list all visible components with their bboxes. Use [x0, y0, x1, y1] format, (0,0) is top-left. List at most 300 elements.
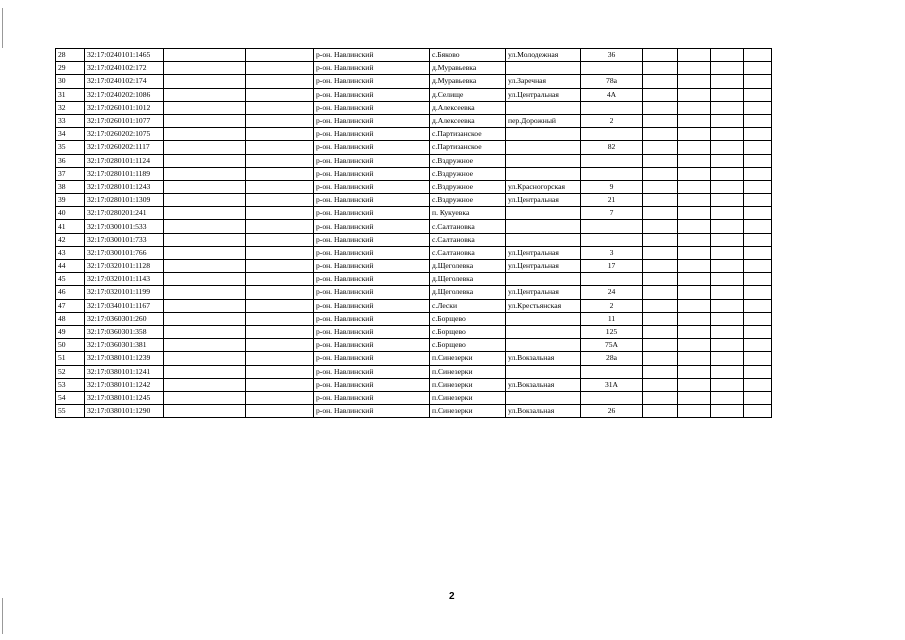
cell-cadastral-number: 32:17:0280101:1124: [85, 154, 164, 167]
cell-empty: [246, 49, 314, 62]
cell-street: [506, 339, 581, 352]
cell-row-number: 29: [56, 62, 85, 75]
cell-empty: [643, 49, 678, 62]
cell-empty: [711, 114, 744, 127]
table-row: [56, 62, 772, 75]
cell-district: р-он. Навлинский: [314, 391, 430, 404]
cell-empty: [744, 154, 772, 167]
cell-empty: [246, 194, 314, 207]
cell-house-number: 17: [581, 260, 643, 273]
cell-cadastral-number: 32:17:0300101:533: [85, 220, 164, 233]
cell-cadastral-number: 32:17:0260101:1012: [85, 101, 164, 114]
cell-cadastral-number: 32:17:0340101:1167: [85, 299, 164, 312]
cell-house-number: 4А: [581, 88, 643, 101]
cell-empty: [643, 273, 678, 286]
cell-empty: [643, 365, 678, 378]
cell-street: [506, 233, 581, 246]
cell-cadastral-number: 32:17:0280101:1309: [85, 194, 164, 207]
cell-row-number: 48: [56, 312, 85, 325]
cell-empty: [678, 246, 711, 259]
cell-house-number: 11: [581, 312, 643, 325]
cell-empty: [643, 286, 678, 299]
cell-empty: [246, 167, 314, 180]
cell-house-number: [581, 167, 643, 180]
cell-empty: [678, 101, 711, 114]
cell-empty: [711, 365, 744, 378]
cell-house-number: [581, 128, 643, 141]
table-row: [56, 246, 772, 259]
cell-district: р-он. Навлинский: [314, 299, 430, 312]
cell-settlement: с.Вздружное: [430, 194, 506, 207]
cell-empty: [711, 128, 744, 141]
cell-empty: [744, 180, 772, 193]
cell-empty: [678, 49, 711, 62]
cell-settlement: п.Синезерки: [430, 378, 506, 391]
table-row: [56, 207, 772, 220]
cell-empty: [246, 88, 314, 101]
cell-empty: [711, 273, 744, 286]
cell-empty: [643, 154, 678, 167]
cell-cadastral-number: 32:17:0320101:1128: [85, 260, 164, 273]
cell-empty: [744, 114, 772, 127]
cell-empty: [643, 260, 678, 273]
cell-street: ул.Центральная: [506, 246, 581, 259]
cell-empty: [711, 286, 744, 299]
table-row: [56, 75, 772, 88]
cell-cadastral-number: 32:17:0320101:1143: [85, 273, 164, 286]
cell-row-number: 37: [56, 167, 85, 180]
cell-empty: [744, 299, 772, 312]
cell-settlement: с.Партизанское: [430, 141, 506, 154]
cell-empty: [744, 378, 772, 391]
cell-row-number: 39: [56, 194, 85, 207]
cell-street: ул.Молодежная: [506, 49, 581, 62]
cell-row-number: 30: [56, 75, 85, 88]
cell-empty: [246, 299, 314, 312]
cell-settlement: с.Салтановка: [430, 233, 506, 246]
cell-empty: [164, 180, 246, 193]
cell-empty: [711, 207, 744, 220]
cell-street: ул.Вокзальная: [506, 378, 581, 391]
cell-house-number: 75А: [581, 339, 643, 352]
cell-empty: [678, 325, 711, 338]
cell-empty: [164, 286, 246, 299]
cell-house-number: 9: [581, 180, 643, 193]
cell-empty: [164, 128, 246, 141]
cell-house-number: 7: [581, 207, 643, 220]
cell-empty: [678, 207, 711, 220]
cell-empty: [744, 352, 772, 365]
cell-row-number: 40: [56, 207, 85, 220]
cell-empty: [711, 75, 744, 88]
cell-settlement: с.Салтановка: [430, 246, 506, 259]
cell-empty: [643, 220, 678, 233]
cell-district: р-он. Навлинский: [314, 246, 430, 259]
table-row: [56, 260, 772, 273]
cell-settlement: п.Синезерки: [430, 405, 506, 418]
cell-settlement: с.Вздружное: [430, 167, 506, 180]
cell-empty: [744, 260, 772, 273]
cell-empty: [643, 167, 678, 180]
cell-row-number: 55: [56, 405, 85, 418]
cell-empty: [678, 75, 711, 88]
cell-empty: [246, 114, 314, 127]
cell-empty: [744, 88, 772, 101]
cell-empty: [164, 75, 246, 88]
cell-empty: [164, 378, 246, 391]
cell-empty: [643, 246, 678, 259]
cell-empty: [643, 299, 678, 312]
cell-street: ул.Центральная: [506, 194, 581, 207]
cell-empty: [678, 141, 711, 154]
cell-empty: [246, 339, 314, 352]
table-row: [56, 299, 772, 312]
table-row: [56, 378, 772, 391]
cell-empty: [164, 167, 246, 180]
cell-empty: [643, 141, 678, 154]
cell-cadastral-number: 32:17:0380101:1241: [85, 365, 164, 378]
cell-district: р-он. Навлинский: [314, 114, 430, 127]
cell-district: р-он. Навлинский: [314, 101, 430, 114]
cell-empty: [744, 101, 772, 114]
cell-empty: [711, 194, 744, 207]
cell-street: [506, 207, 581, 220]
cell-row-number: 28: [56, 49, 85, 62]
cell-empty: [711, 352, 744, 365]
cell-district: р-он. Навлинский: [314, 220, 430, 233]
cell-empty: [164, 194, 246, 207]
cell-empty: [164, 391, 246, 404]
table-row: [56, 128, 772, 141]
cell-district: р-он. Навлинский: [314, 180, 430, 193]
cell-empty: [164, 312, 246, 325]
cell-empty: [643, 62, 678, 75]
cell-district: р-он. Навлинский: [314, 128, 430, 141]
cell-empty: [246, 141, 314, 154]
cell-empty: [643, 233, 678, 246]
cell-house-number: [581, 391, 643, 404]
table-row: [56, 365, 772, 378]
cell-empty: [744, 220, 772, 233]
cell-empty: [643, 88, 678, 101]
cell-house-number: 78а: [581, 75, 643, 88]
cell-empty: [164, 101, 246, 114]
cell-empty: [678, 352, 711, 365]
cell-street: [506, 101, 581, 114]
cell-empty: [246, 233, 314, 246]
cell-empty: [246, 246, 314, 259]
cell-district: р-он. Навлинский: [314, 378, 430, 391]
cell-empty: [164, 325, 246, 338]
cell-empty: [246, 180, 314, 193]
cell-empty: [678, 88, 711, 101]
cell-empty: [678, 260, 711, 273]
cell-empty: [678, 405, 711, 418]
cell-empty: [246, 75, 314, 88]
cell-empty: [643, 391, 678, 404]
cell-empty: [164, 299, 246, 312]
table-row: [56, 194, 772, 207]
cell-empty: [246, 273, 314, 286]
table-row: [56, 141, 772, 154]
cell-settlement: п.Синезерки: [430, 391, 506, 404]
cell-empty: [711, 325, 744, 338]
cell-empty: [678, 233, 711, 246]
scan-edge-mark-top: [2, 8, 3, 48]
cell-empty: [643, 180, 678, 193]
cell-empty: [711, 101, 744, 114]
cell-street: [506, 128, 581, 141]
cell-empty: [678, 339, 711, 352]
cell-empty: [678, 391, 711, 404]
cell-empty: [744, 325, 772, 338]
cell-empty: [711, 260, 744, 273]
table-row: [56, 49, 772, 62]
cell-row-number: 51: [56, 352, 85, 365]
cell-street: [506, 167, 581, 180]
cell-street: [506, 273, 581, 286]
table-row: [56, 339, 772, 352]
cell-empty: [711, 154, 744, 167]
cell-cadastral-number: 32:17:0240202:1086: [85, 88, 164, 101]
cell-empty: [643, 75, 678, 88]
cell-empty: [711, 312, 744, 325]
cell-empty: [678, 194, 711, 207]
cell-row-number: 36: [56, 154, 85, 167]
cell-house-number: 2: [581, 114, 643, 127]
cell-settlement: с.Вздружное: [430, 154, 506, 167]
cell-empty: [744, 141, 772, 154]
cell-row-number: 31: [56, 88, 85, 101]
cell-empty: [164, 233, 246, 246]
table-row: [56, 154, 772, 167]
cell-street: ул.Крестьянская: [506, 299, 581, 312]
cell-district: р-он. Навлинский: [314, 339, 430, 352]
cell-cadastral-number: 32:17:0260202:1075: [85, 128, 164, 141]
cell-empty: [164, 154, 246, 167]
cell-empty: [711, 233, 744, 246]
cell-district: р-он. Навлинский: [314, 286, 430, 299]
cell-row-number: 43: [56, 246, 85, 259]
cell-street: [506, 154, 581, 167]
cell-empty: [246, 207, 314, 220]
cell-district: р-он. Навлинский: [314, 88, 430, 101]
cell-settlement: д.Алексеевка: [430, 101, 506, 114]
table-row: [56, 286, 772, 299]
cell-empty: [246, 391, 314, 404]
cell-empty: [643, 128, 678, 141]
table-body: [56, 49, 772, 418]
cell-district: р-он. Навлинский: [314, 141, 430, 154]
cell-row-number: 46: [56, 286, 85, 299]
cell-empty: [678, 299, 711, 312]
cell-district: р-он. Навлинский: [314, 312, 430, 325]
cell-cadastral-number: 32:17:0360301:260: [85, 312, 164, 325]
cell-row-number: 53: [56, 378, 85, 391]
cell-empty: [164, 207, 246, 220]
cell-empty: [678, 128, 711, 141]
cell-row-number: 50: [56, 339, 85, 352]
cell-street: [506, 220, 581, 233]
cell-empty: [164, 114, 246, 127]
cell-empty: [164, 352, 246, 365]
cell-empty: [711, 391, 744, 404]
cell-empty: [744, 233, 772, 246]
cell-empty: [711, 246, 744, 259]
cell-cadastral-number: 32:17:0280101:1243: [85, 180, 164, 193]
cell-cadastral-number: 32:17:0380101:1239: [85, 352, 164, 365]
cell-row-number: 54: [56, 391, 85, 404]
cell-empty: [711, 220, 744, 233]
cell-empty: [744, 339, 772, 352]
cell-district: р-он. Навлинский: [314, 75, 430, 88]
cell-empty: [711, 378, 744, 391]
cell-house-number: [581, 101, 643, 114]
cell-empty: [164, 246, 246, 259]
cell-empty: [164, 260, 246, 273]
cell-settlement: п. Кукуевка: [430, 207, 506, 220]
cell-empty: [678, 378, 711, 391]
cell-cadastral-number: 32:17:0360301:381: [85, 339, 164, 352]
cell-empty: [643, 207, 678, 220]
cell-settlement: с.Лески: [430, 299, 506, 312]
cell-empty: [643, 325, 678, 338]
cell-district: р-он. Навлинский: [314, 154, 430, 167]
cell-settlement: с.Салтановка: [430, 220, 506, 233]
cell-house-number: [581, 220, 643, 233]
cell-street: ул.Центральная: [506, 88, 581, 101]
cell-cadastral-number: 32:17:0240101:1465: [85, 49, 164, 62]
table-row: [56, 352, 772, 365]
cell-empty: [744, 286, 772, 299]
cell-cadastral-number: 32:17:0380101:1242: [85, 378, 164, 391]
table-row: [56, 312, 772, 325]
cell-district: р-он. Навлинский: [314, 207, 430, 220]
cell-cadastral-number: 32:17:0380101:1290: [85, 405, 164, 418]
cell-house-number: [581, 62, 643, 75]
cell-empty: [246, 154, 314, 167]
cell-empty: [643, 378, 678, 391]
table-row: [56, 88, 772, 101]
cell-empty: [246, 325, 314, 338]
cell-empty: [246, 286, 314, 299]
cell-cadastral-number: 32:17:0280101:1189: [85, 167, 164, 180]
cell-house-number: 82: [581, 141, 643, 154]
cell-empty: [164, 141, 246, 154]
cell-house-number: 24: [581, 286, 643, 299]
cell-cadastral-number: 32:17:0360301:358: [85, 325, 164, 338]
cell-empty: [744, 128, 772, 141]
cell-empty: [246, 260, 314, 273]
cell-settlement: п.Синезерки: [430, 352, 506, 365]
cell-district: р-он. Навлинский: [314, 260, 430, 273]
table-row: [56, 220, 772, 233]
cell-row-number: 33: [56, 114, 85, 127]
cell-empty: [711, 49, 744, 62]
cell-empty: [246, 312, 314, 325]
cell-empty: [678, 312, 711, 325]
cell-street: ул.Центральная: [506, 260, 581, 273]
cell-street: [506, 312, 581, 325]
table-row: [56, 391, 772, 404]
cell-cadastral-number: 32:17:0280201:241: [85, 207, 164, 220]
cell-house-number: 28а: [581, 352, 643, 365]
cell-house-number: [581, 365, 643, 378]
cell-empty: [246, 405, 314, 418]
cell-empty: [744, 49, 772, 62]
cell-empty: [246, 378, 314, 391]
cell-row-number: 42: [56, 233, 85, 246]
cell-street: ул.Центральная: [506, 286, 581, 299]
cell-district: р-он. Навлинский: [314, 325, 430, 338]
cell-empty: [678, 220, 711, 233]
cell-empty: [246, 62, 314, 75]
cell-empty: [744, 207, 772, 220]
cell-empty: [164, 273, 246, 286]
table-row: [56, 114, 772, 127]
cell-empty: [678, 154, 711, 167]
cell-street: [506, 391, 581, 404]
cell-house-number: 36: [581, 49, 643, 62]
cell-empty: [678, 167, 711, 180]
cell-empty: [643, 114, 678, 127]
cell-empty: [246, 101, 314, 114]
cell-empty: [678, 114, 711, 127]
cell-row-number: 41: [56, 220, 85, 233]
cell-empty: [678, 365, 711, 378]
cell-empty: [164, 49, 246, 62]
cell-cadastral-number: 32:17:0260101:1077: [85, 114, 164, 127]
cell-street: ул.Красногорская: [506, 180, 581, 193]
cell-settlement: п.Синезерки: [430, 365, 506, 378]
cell-house-number: [581, 233, 643, 246]
cell-house-number: 2: [581, 299, 643, 312]
cell-street: [506, 62, 581, 75]
cell-district: р-он. Навлинский: [314, 405, 430, 418]
cell-empty: [744, 75, 772, 88]
cell-empty: [643, 312, 678, 325]
cell-cadastral-number: 32:17:0260202:1117: [85, 141, 164, 154]
cell-house-number: [581, 154, 643, 167]
cell-empty: [643, 405, 678, 418]
cell-district: р-он. Навлинский: [314, 49, 430, 62]
cell-empty: [744, 194, 772, 207]
cell-house-number: 3: [581, 246, 643, 259]
cell-row-number: 32: [56, 101, 85, 114]
cell-empty: [164, 339, 246, 352]
table-row: [56, 180, 772, 193]
cell-empty: [711, 180, 744, 193]
cell-settlement: с.Борщево: [430, 325, 506, 338]
cell-house-number: 21: [581, 194, 643, 207]
cell-settlement: с.Партизанское: [430, 128, 506, 141]
cell-empty: [711, 141, 744, 154]
cell-street: ул.Вокзальная: [506, 405, 581, 418]
cell-district: р-он. Навлинский: [314, 167, 430, 180]
cell-district: р-он. Навлинский: [314, 365, 430, 378]
cell-empty: [164, 220, 246, 233]
cell-empty: [164, 88, 246, 101]
property-table: [55, 48, 772, 418]
cell-settlement: с.Вздружное: [430, 180, 506, 193]
cell-row-number: 45: [56, 273, 85, 286]
cell-settlement: д.Алексеевка: [430, 114, 506, 127]
cell-row-number: 49: [56, 325, 85, 338]
cell-empty: [744, 62, 772, 75]
cell-district: р-он. Навлинский: [314, 233, 430, 246]
cell-district: р-он. Навлинский: [314, 62, 430, 75]
cell-settlement: д.Щеголевка: [430, 273, 506, 286]
